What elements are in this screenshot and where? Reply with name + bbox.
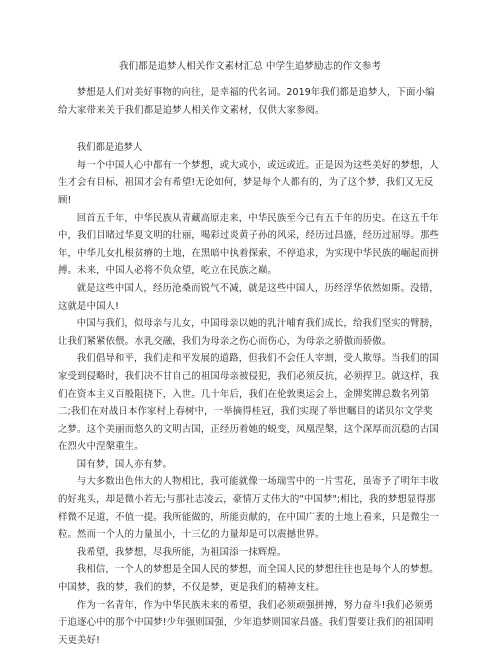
body-paragraph-6: 国有梦，国人亦有梦。 (76, 458, 173, 470)
document-title: 我们都是追梦人相关作文素材汇总 中学生追梦励志的作文参考 (118, 61, 382, 72)
body-paragraph-2: 回首五千年，中华民族从青藏高原走来，中华民族至今已有五千年的历史。在这五千年中，我们目睹过华夏文明的壮丽，喝彩过炎黄子孙的风采，经历过昌盛，经历过屈辱。那些年，中华儿女扎根贫瘠的土地，在黑暗中执着探索，不停追求，为实现中华民族的崛起而拼搏。未来，中国人必将不负众望，屹立在民族之巅。 (58, 212, 440, 277)
section-heading: 我们都是追梦人 (76, 142, 143, 154)
body-paragraph-8: 我希望，我梦想，尽我所能，为祖国添一抹辉煌。 (76, 546, 287, 558)
body-paragraph-5: 我们倡导和平，我们走和平发展的道路，但我们不会任人宰割，受人欺辱。当我们的国家受到侵略时，我们决不甘自己的祖国母亲被侵犯，我们必须反抗，必须捍卫。就这样，我们在资本主义百般阻挠下，入世。几十年后，我们在伦敦奥运会上，金牌奖牌总数名列第二;我们在对战日本作家村上春树中，一举摘得桂冠，我们实现了举世瞩目的诺贝尔文学奖之梦。这个美丽而悠久的文明古国，正经历着她的蜕变，凤凰涅槃，这个深厚而沉稳的古国在烈火中涅槃重生。 (58, 353, 440, 453)
body-paragraph-4: 中国与我们，似母亲与儿女，中国母亲以她的乳汁哺育我们成长，给我们坚实的臂膀，让我们紧紧依偎。水乳交融，我们为母亲之伤心而伤心，为母亲之骄傲而骄傲。 (58, 318, 439, 347)
body-paragraph-7: 与大多数出色伟大的人物相比，我可能就像一场瑞雪中的一片雪花，虽寄予了明年丰收的好兆头，却是微小若无;与那社志凌云，豪情万丈伟大的"中国梦";相比，我的梦想显得那样微不足道，不值一提。我所能做的，所能贡献的，在中国广袤的土地上看来，只是微尘一粒。然而一个人的力量虽小，十三亿的力量却是可以震撼世界。 (58, 476, 440, 541)
body-paragraph-3: 就是这些中国人，经历沧桑而锐气不减，就是这些中国人，历经浮华依然如斯。没错，这就是中国人! (58, 282, 439, 312)
section-gap (58, 119, 442, 139)
body-paragraph-10: 作为一名青年，作为中华民族未来的希望，我们必须顽强拼搏，努力奋斗!我们必须勇于追逐心中的那个中国梦!少年强则国强，少年追梦则国家昌盛。我们誓要让我们的祖国明天更美好! (58, 599, 434, 646)
body-paragraph-1: 每一个中国人心中都有一个梦想，或大或小，或远或近。正是因为这些美好的梦想，人生才会有目标，祖国才会有希望!无论如何，梦是每个人都有的，为了这个梦，我们又无反顾! (58, 159, 439, 206)
body-paragraph-9: 我相信，一个人的梦想是全国人民的梦想，而全国人民的梦想往往也是每个人的梦想。中国梦，我的梦，我们的梦，不仅是梦，更是我们的精神支柱。 (58, 564, 439, 594)
intro-paragraph: 梦想是人们对美好事物的向往，是幸福的代名词。2019年我们都是追梦人，下面小编给大家带来关于我们都是追梦人相关作文素材，仅供大家参阅。 (58, 87, 435, 116)
